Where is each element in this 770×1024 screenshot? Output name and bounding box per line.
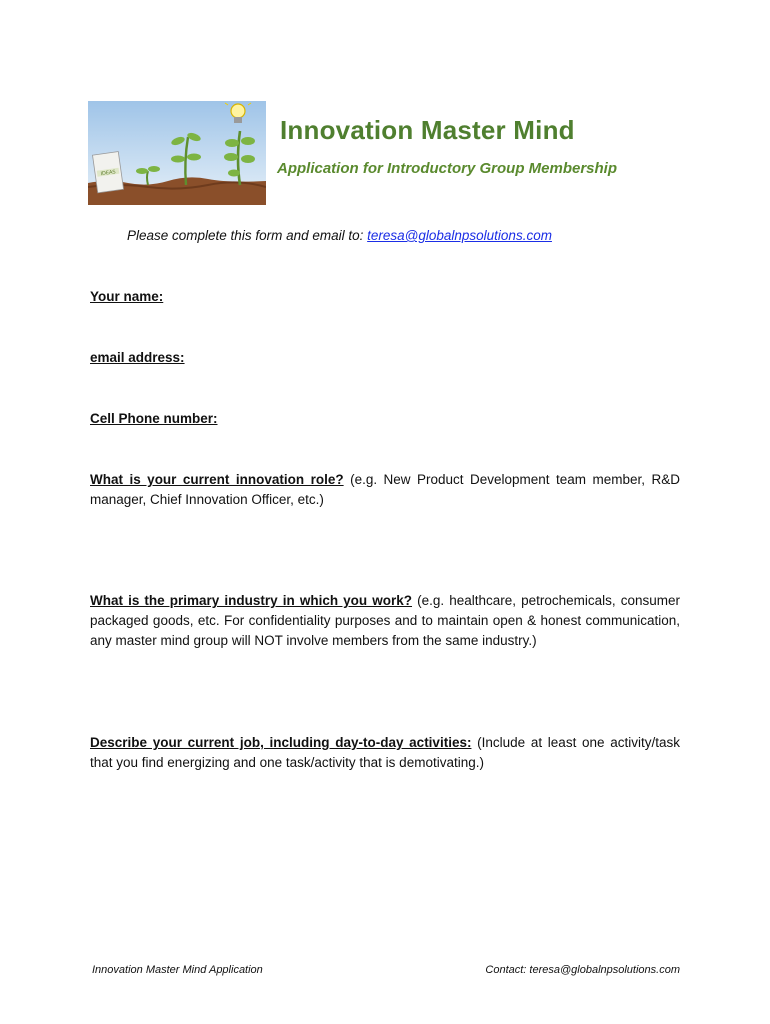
document-title: Innovation Master Mind — [280, 115, 575, 145]
seedlings-lightbulb-image — [88, 101, 266, 205]
instruction-line — [127, 228, 552, 243]
footer-contact: Contact: teresa@globalnpsolutions.com — [485, 964, 680, 976]
question-current-job — [90, 733, 680, 773]
footer-document-name: Innovation Master Mind Application — [92, 964, 263, 976]
question-role-label: What is your current innovation role? — [90, 472, 344, 487]
question-job-text: (Include at least one activity/task that you find energizing and one task/activity that is demotivating.) — [90, 735, 680, 770]
email-link[interactable]: teresa@globalnpsolutions.com — [367, 228, 552, 243]
instruction-text: Please complete this form and email to: — [127, 228, 364, 243]
seed-packet-label: IDEAS — [100, 169, 117, 178]
phone-field-label: Cell Phone number: — [90, 411, 218, 426]
question-job-label: Describe your current job, including day-to-day activities: — [90, 735, 472, 750]
question-industry-text: (e.g. healthcare, petrochemicals, consumer packaged goods, etc. For confidentiality purposes and to maintain open & honest communication, any master mind group will NOT involve members from the same industry.) — [90, 593, 680, 648]
question-role-text: (e.g. New Product Development team member, R&D manager, Chief Innovation Officer, etc.) — [90, 472, 680, 507]
question-industry — [90, 591, 680, 651]
question-innovation-role — [90, 470, 680, 510]
question-industry-label: What is the primary industry in which you work? — [90, 593, 413, 608]
document-subtitle: Application for Introductory Group Membership — [277, 160, 618, 177]
name-field-label: Your name: — [90, 289, 164, 304]
email-field-label: email address: — [90, 350, 185, 365]
header-illustration — [88, 101, 266, 205]
